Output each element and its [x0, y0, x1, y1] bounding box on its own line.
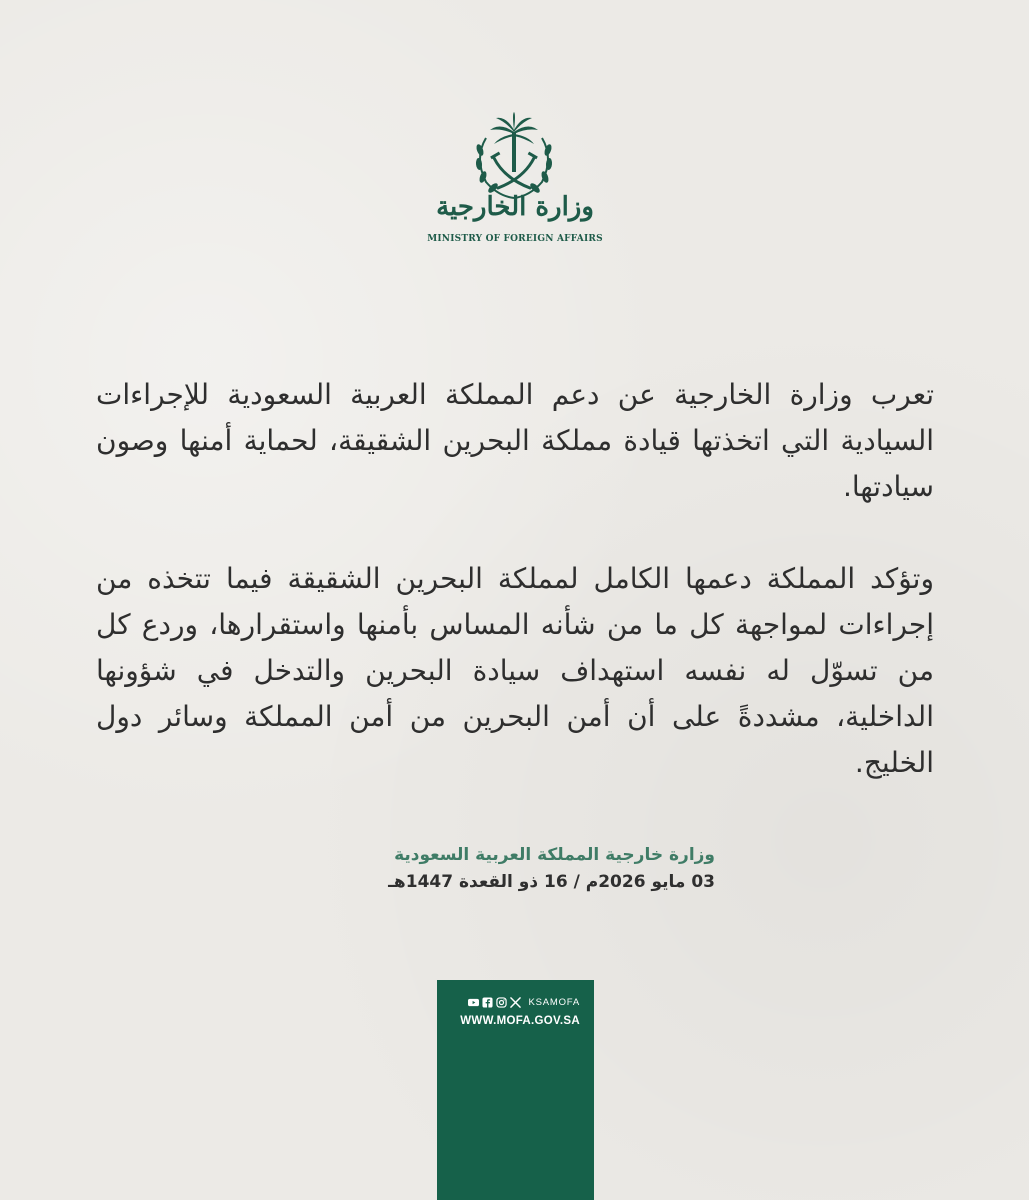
social-handle[interactable]: KSAMOFA: [528, 997, 580, 1008]
signature-organization: وزارة خارجية المملكة العربية السعودية: [394, 845, 715, 865]
x-icon[interactable]: [510, 997, 521, 1008]
statement-body: [96, 372, 934, 786]
statement-paragraph: تعرب وزارة الخارجية عن دعم المملكة العربية السعودية للإجراءات السيادية التي اتخذتها قيادة مملكة البحرين الشقيقة، لحماية أمنها وصون سيادتها.: [96, 378, 934, 503]
social-links: [468, 997, 580, 1008]
instagram-icon[interactable]: [496, 997, 507, 1008]
ministry-name-english: MINISTRY OF FOREIGN AFFAIRS: [427, 234, 603, 244]
ministry-name-arabic: وزارة الخارجية: [436, 192, 594, 222]
statement-paragraph: وتؤكد المملكة دعمها الكامل لمملكة البحرين الشقيقة فيما تتخذه من إجراءات لمواجهة كل ما من شأنه المساس بأمنها واستقرارها، وردع كل من تسوّل له نفسه استهداف سيادة البحرين والتدخل في شؤونها الداخلية، مشددةً على أن أمن البحرين من أمن المملكة وسائر دول الخليج.: [96, 562, 934, 779]
facebook-icon[interactable]: [482, 997, 493, 1008]
youtube-icon[interactable]: [468, 997, 479, 1008]
website-link[interactable]: WWW.MOFA.GOV.SA: [460, 1015, 580, 1027]
signature-block: [300, 842, 715, 896]
footer-panel: [437, 980, 594, 1200]
signature-date: 03 مايو 2026م / 16 ذو القعدة 1447هـ: [388, 872, 715, 892]
